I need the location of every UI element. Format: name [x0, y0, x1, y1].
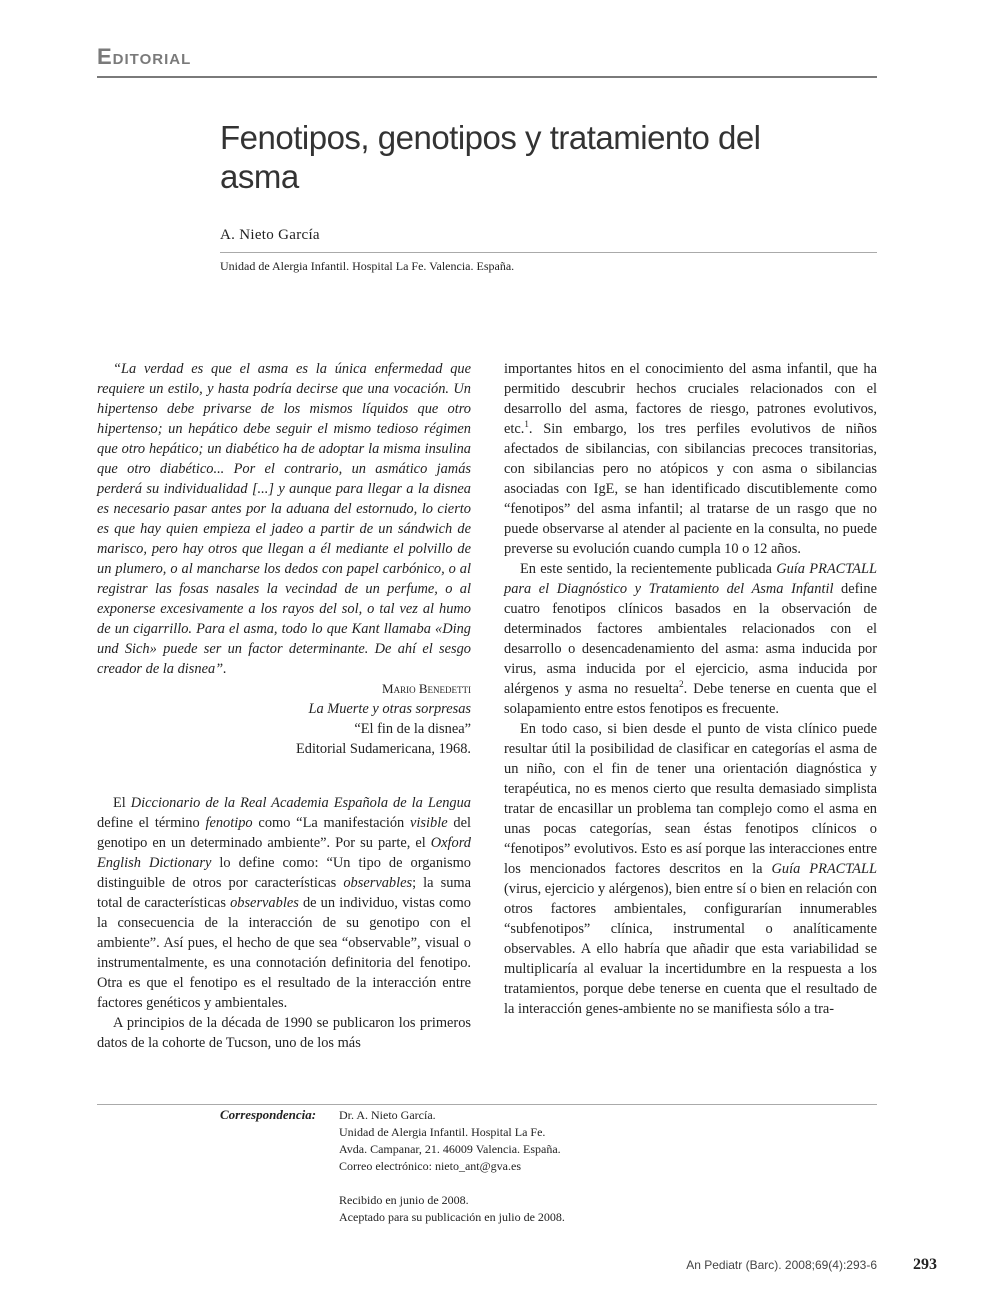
- epigraph-quote: “La verdad es que el asma es la única enfermedad que requiere un estilo, y hasta podría decirse que una vocación. Un hipertenso debe privarse de los mismos líquidos que otro hipertenso; un hepático debe seguir el mismo tedioso régimen que otro hepático; un diabético ha de adoptar la misma insulina que otro diabético... Por el contrario, un asmático jamás perderá su individualidad [...] y aunque para llegar a la disnea es necesario pasar antes por la aduana del estornudo, lo cierto es que hay quien empieza el jadeo a partir de un sándwich de marisco, pero hay otros que llegan a él mediante el polvillo de un plumero, o al mancharse los dedos con papel carbónico, o al registrar las fosas nasales la vecindad de un perfume, o al exponerse excesivamente a los rayos del sol, o tal vez al humo de un cigarrillo. Para el asma, todo lo que Kant llamaba «Ding und Sich» puede ser un factor determinante. De ahí el sesgo creador de la disnea”.: [97, 361, 471, 677]
- header-rule: [97, 76, 877, 78]
- journal-citation: An Pediatr (Barc). 2008;69(4):293-6: [686, 1258, 877, 1272]
- body-paragraph-1: El Diccionario de la Real Academia Española de la Lengua define el término fenotipo como “La manifestación visible del genotipo en un determinado ambiente”. Por su parte, el Oxford English Dictionary lo define como: “Un tipo de organismo distinguible de otros por características observables; la suma total de características observables de un individuo, vistas como la consecuencia de la interacción de su genotipo con el ambiente”. Así pues, el hecho de que sea “observable”, visual o instrumentalmente, es una connotación definitoria del fenotipo. Otra es que el fenotipo es el resultado de la interacción entre factores genéticos y ambientales.: [97, 795, 471, 1011]
- body-paragraph-5: En todo caso, si bien desde el punto de vista clínico puede resultar útil la posibilidad de clasificar en categorías el asma de un niño, con el fin de tener una orientación diagnóstica y terapéutica, no es menos cierto que resulta demasiado simplista tratar de encasillar un problema tan complejo como el asma en unas pocas categorías, sean éstas fenotipos clínicos o “fenotipos” evolutivos. Esto es así porque las interacciones entre los mencionados factores descritos en la Guía PRACTALL (virus, ejercicio y alérgenos), bien entre sí o bien en relación con otros factores ambientales, configurarían innumerables “subfenotipos” clínica, instrumental o analíticamente observables. A ello habría que añadir que esta variabilidad se multiplicaría al evaluar la incertidumbre en la respuesta a los tratamientos, porque debe tenerse en cuenta que el resultado de la interacción genes-ambiente no se manifiesta sólo a tra-: [504, 721, 877, 1017]
- right-column: [504, 359, 877, 1019]
- correspondence-address: Avda. Campanar, 21. 46009 Valencia. España.: [339, 1142, 561, 1156]
- accepted-date: Aceptado para su publicación en julio de 2008.: [339, 1210, 565, 1224]
- correspondence-email[interactable]: Correo electrónico: nieto_ant@gva.es: [339, 1159, 521, 1173]
- epigraph-author: Mario Benedetti: [382, 681, 471, 696]
- left-column: [97, 359, 471, 1053]
- page-number: 293: [913, 1256, 937, 1273]
- body-paragraph-4: En este sentido, la recientemente publicada Guía PRACTALL para el Diagnóstico y Tratamiento del Asma Infantil define cuatro fenotipos clínicos basados en la observación de determinados factores ambientales relacionados con el desarrollo o desencadenamiento del asma: asma inducida por virus, asma inducida por el ejercicio, asma inducida por alérgenos y asma no resuelta$^2$. Debe tenerse en cuenta que el solapamiento entre estos fenotipos es frecuente.: [504, 561, 878, 717]
- author-affiliation: Unidad de Alergia Infantil. Hospital La Fe. Valencia. España.: [220, 259, 515, 273]
- reference-1: 1: [524, 419, 529, 430]
- correspondence-rule: [97, 1104, 877, 1105]
- article-title: Fenotipos, genotipos y tratamiento del asma: [220, 119, 761, 195]
- body-paragraph-3: importantes hitos en el conocimiento del asma infantil, que ha permitido descubrir hechos cruciales relacionados con el desarrollo del asma, factores de riesgo, patrones evolutivos, etc.$^1$. Sin embargo, los tres perfiles evolutivos de niños afectados de sibilancias, con sibilancias precoces transitorias, con sibilancias pero no atópicos y con asma o sibilancias asociadas con IgE, se han identificado discutiblemente como “fenotipos” del asma infantil; al tratarse de un rasgo que no puede observarse al atender al paciente en la consulta, no puede preverse su evolución cuando cumpla 10 o 12 años.: [504, 361, 877, 557]
- correspondence-name: Dr. A. Nieto García.: [339, 1108, 436, 1122]
- section-label: Editorial: [97, 44, 192, 69]
- article-author: A. Nieto García: [220, 227, 320, 243]
- epigraph-story: “El fin de la disnea”: [354, 721, 471, 737]
- epigraph-book: La Muerte y otras sorpresas: [308, 701, 471, 717]
- author-rule: [220, 252, 877, 253]
- body-paragraph-2: A principios de la década de 1990 se publicaron los primeros datos de la cohorte de Tucson, uno de los más: [97, 1015, 471, 1051]
- correspondence-label: Correspondencia:: [220, 1107, 317, 1122]
- reference-2: 2: [679, 679, 684, 690]
- correspondence-block: [339, 1107, 565, 1226]
- received-date: Recibido en junio de 2008.: [339, 1193, 469, 1207]
- correspondence-unit: Unidad de Alergia Infantil. Hospital La Fe.: [339, 1125, 546, 1139]
- epigraph-publisher: Editorial Sudamericana, 1968.: [295, 741, 471, 757]
